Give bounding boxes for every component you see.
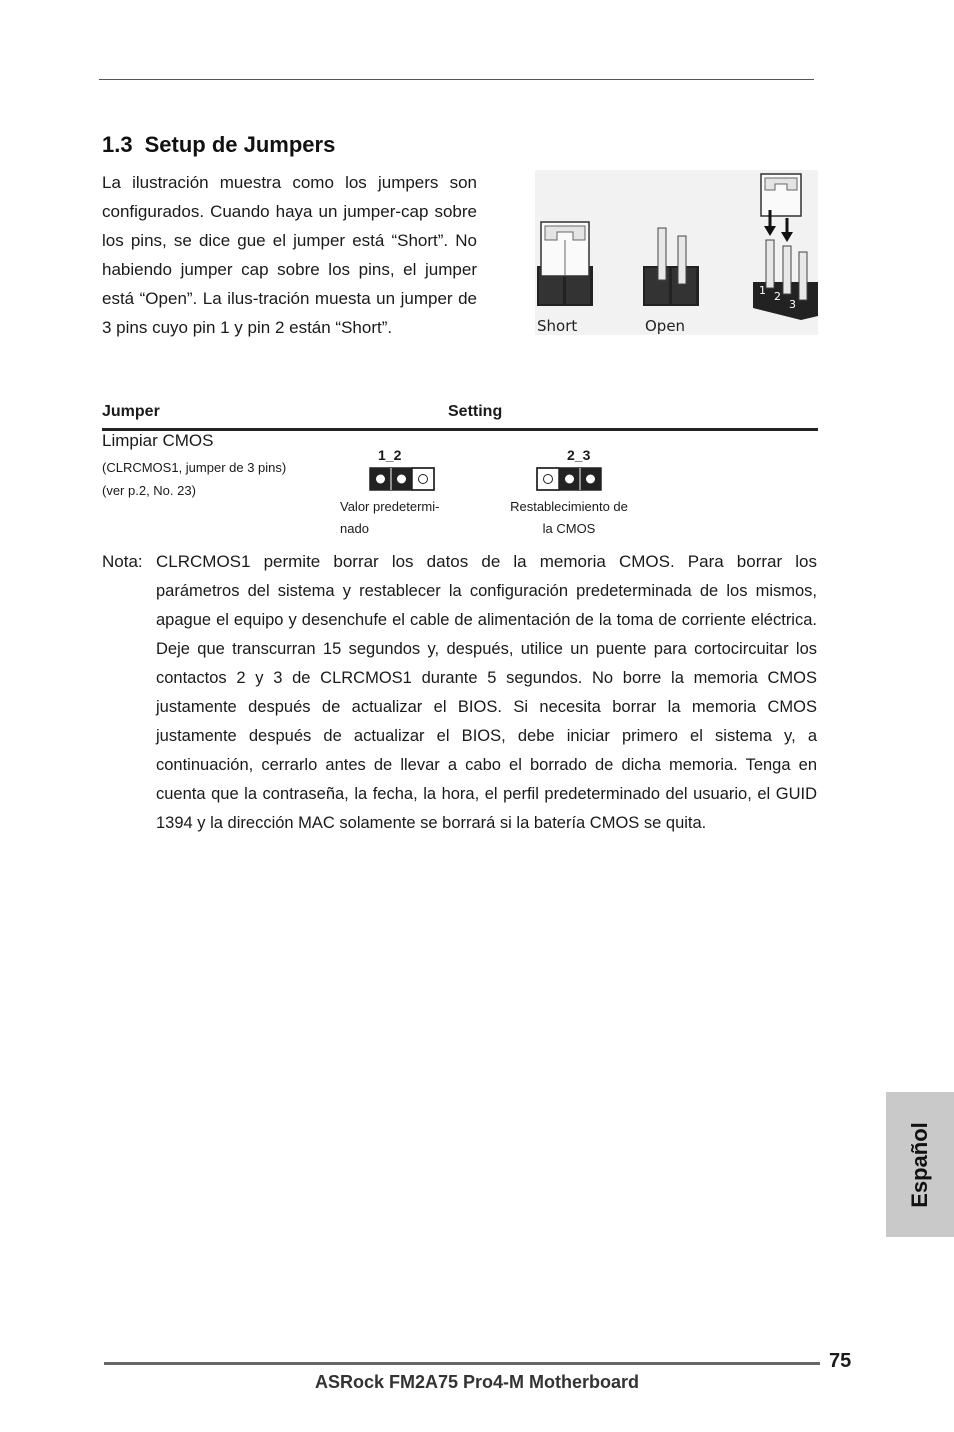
header-rule	[99, 79, 814, 80]
note-first-line: CLRCMOS1 permite borrar los datos de la memoria CMOS. Para borrar los	[156, 552, 817, 571]
section-title	[102, 132, 335, 158]
jumper-diagram-2-3	[536, 467, 602, 493]
setting-2-3-label: 2_3	[567, 447, 591, 463]
footer-title	[0, 1372, 954, 1393]
language-tab	[886, 1092, 954, 1237]
setting-1-2-label: 1_2	[378, 447, 402, 463]
jumper-name: Limpiar CMOS	[102, 431, 214, 450]
jumper-reference: (ver p.2, No. 23)	[102, 483, 196, 498]
footer-title-text: ASRock FM2A75 Pro4-M Motherboard	[314, 1372, 640, 1392]
jumper-detail: (CLRCMOS1, jumper de 3 pins)	[102, 460, 287, 475]
short-jumper	[537, 222, 593, 306]
pin-3-number: 3	[789, 298, 796, 311]
setting-1-2-caption-line1: Valor predetermi-	[340, 499, 440, 514]
table-header-jumper: Jumper	[102, 403, 160, 420]
short-label: Short	[537, 317, 578, 335]
pin-2-number: 2	[774, 290, 781, 303]
open-label: Open	[645, 317, 686, 335]
section-number: 1.3	[102, 132, 133, 157]
section-title-text: Setup de Jumpers	[144, 132, 336, 157]
intro-paragraph: La ilustración muestra como los jumpers son configurados. Cuando haya un jumper-cap sobre los pins, se dice gue el jumper está “Short”. No habiendo jumper cap sobre los pins, el jumper está “Open”. La ilus-tración muesta un jumper de 3 pins cuyo pin 1 y pin 2 están “Short”.	[102, 173, 477, 337]
pin-1-number: 1	[759, 284, 766, 297]
jumper-illustration	[535, 170, 818, 335]
setting-2-3-caption-line2: la CMOS	[542, 521, 596, 536]
jumper-diagram-1-2	[369, 467, 435, 493]
footer-rule	[104, 1362, 820, 1365]
page-number: 75	[829, 1350, 852, 1372]
setting-2-3-caption	[500, 496, 638, 540]
language-tab-label: Español	[907, 1121, 932, 1208]
setting-2-3-caption-line1: Restablecimiento de	[510, 499, 628, 514]
note-label: Nota:	[102, 552, 143, 571]
note-body: parámetros del sistema y restablecer la configuración predeterminada de los mismos, apague el equipo y desenchufe el cable de alimentación de la toma de corriente eléctrica. Deje que transcurran 15 segundos y, después, utilice un puente para cortocircuitar los contactos 2 y 3 de CLRCMOS1 durante 5 segundos. No borre la memoria CMOS justamente después de actualizar el BIOS. Si necesita borrar la memoria CMOS justamente después de actualizar el BIOS, debe iniciar primero el sistema y, a continuación, cerrarlo antes de llevar a cabo el borrado de dicha memoria. Tenga en cuenta que la contraseña, la fecha, la hora, el perfil predeterminado del usuario, el GUID 1394 y la dirección MAC solamente se borrará si la batería CMOS se quita.	[156, 582, 817, 832]
table-header-setting: Setting	[448, 403, 503, 420]
setting-1-2-caption	[340, 496, 480, 540]
setting-1-2-caption-line2: nado	[340, 521, 369, 536]
